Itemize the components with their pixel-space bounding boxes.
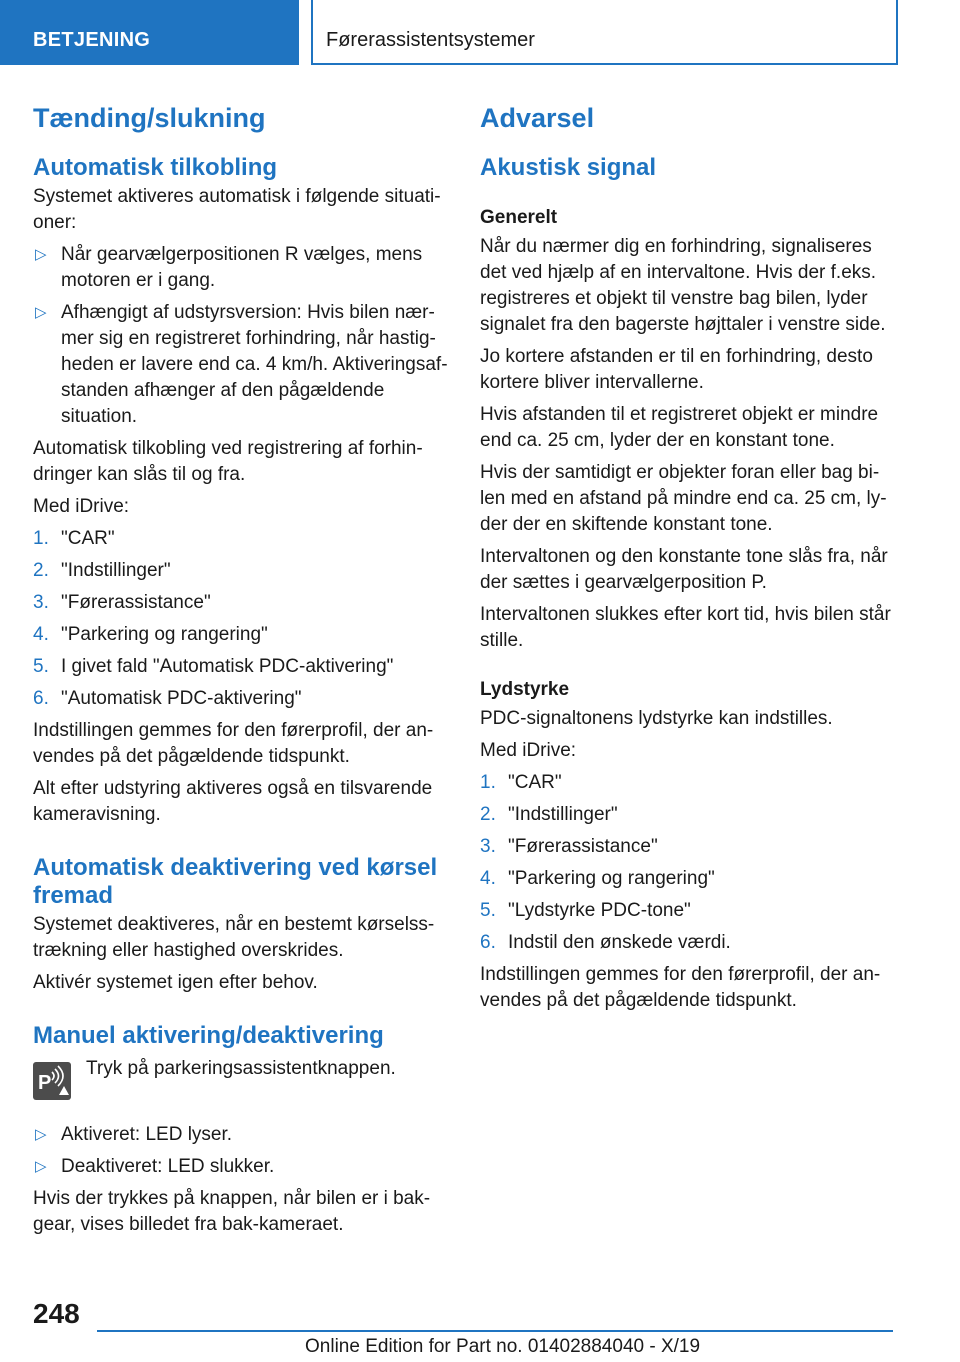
step-text: "Indstillinger"	[61, 560, 171, 581]
step-item	[33, 622, 448, 648]
paragraph: Intervaltonen slukkes efter kort tid, hvis bilen står stille.	[480, 604, 891, 651]
svg-text:P: P	[38, 1072, 52, 1094]
paragraph: Jo kortere afstanden er til en forhindring, desto kortere bliver intervallerne.	[480, 346, 873, 393]
paragraph: Intervaltonen og den konstante tone slås fra, når der sættes i gearvælgerposition P.	[480, 546, 888, 593]
footer-divider	[97, 1330, 893, 1332]
list-item	[33, 1122, 448, 1148]
park-distance-control-icon	[33, 1062, 71, 1100]
step-number: 3.	[480, 836, 496, 857]
section-title-right: Advarsel	[480, 103, 595, 133]
list-item	[33, 1154, 448, 1180]
triangle-bullet-icon: ▷	[35, 246, 47, 263]
step-item	[33, 590, 448, 616]
step-number: 2.	[480, 804, 496, 825]
list-item-text: Når gearvælgerpositionen R vælges, mens motoren er i gang.	[61, 244, 423, 291]
paragraph: Alt efter udstyring aktiveres også en tilsvarende kameravisning.	[33, 778, 433, 825]
list-item-text: Afhængigt af udstyrsversion: Hvis bilen nær-mer sig en registreret forhindring, når hastig-heden er lavere end ca. 4 km/h. Aktiveringsaf-standen afhænger af den pågældende situation.	[61, 302, 448, 427]
heading-auto-off: Automatisk deaktivering ved kørsel fremad	[33, 854, 438, 909]
header-section-label: BETJENING	[33, 29, 151, 51]
triangle-bullet-icon: ▷	[35, 304, 47, 321]
step-number: 5.	[33, 656, 49, 677]
heading-auto-on: Automatisk tilkobling	[33, 154, 278, 181]
paragraph: Indstillingen gemmes for den førerprofil, der an-vendes på det pågældende tidspunkt.	[33, 720, 434, 767]
step-item	[480, 930, 898, 956]
step-text: "Parkering og rangering"	[61, 624, 268, 645]
header-chapter-label: Førerassistentsystemer	[326, 29, 535, 51]
list-item	[33, 300, 448, 430]
step-text: "Førerassistance"	[508, 836, 658, 857]
step-list	[480, 770, 898, 956]
button-instruction	[33, 1056, 448, 1112]
step-item	[480, 866, 898, 892]
step-number: 4.	[480, 868, 496, 889]
step-number: 6.	[33, 688, 49, 709]
step-text: Indstil den ønskede værdi.	[508, 932, 731, 953]
step-item	[480, 770, 898, 796]
page-number: 248	[33, 1298, 80, 1329]
paragraph: Indstillingen gemmes for den førerprofil, der an-vendes på det pågældende tidspunkt.	[480, 964, 881, 1011]
paragraph: Aktivér systemet igen efter behov.	[33, 972, 318, 993]
triangle-bullet-icon: ▷	[35, 1126, 47, 1143]
step-item	[33, 526, 448, 552]
heading-volume: Lydstyrke	[480, 679, 570, 700]
paragraph: Hvis der samtidigt er objekter foran eller bag bi-len med en afstand på mindre end ca. 25 cm, ly-der der en skiftende konstant tone.	[480, 462, 887, 535]
paragraph: PDC-signaltonens lydstyrke kan indstilles.	[480, 708, 833, 729]
step-number: 2.	[33, 560, 49, 581]
heading-manual: Manuel aktivering/deaktivering	[33, 1022, 384, 1049]
list-item-text: Aktiveret: LED lyser.	[61, 1124, 233, 1145]
paragraph: Med iDrive:	[33, 496, 130, 517]
paragraph: Automatisk tilkobling ved registrering af forhin-dringer kan slås til og fra.	[33, 438, 423, 485]
paragraph: Systemet aktiveres automatisk i følgende situati-oner:	[33, 186, 441, 233]
step-item	[480, 834, 898, 860]
step-text: "Førerassistance"	[61, 592, 211, 613]
paragraph: Med iDrive:	[480, 740, 577, 761]
step-text: "Parkering og rangering"	[508, 868, 715, 889]
footer-edition: Online Edition for Part no. 01402884040 - X/19	[305, 1336, 701, 1357]
list-item-text: Deaktiveret: LED slukker.	[61, 1156, 275, 1177]
header-section-tab	[0, 0, 299, 65]
heading-general: Generelt	[480, 207, 558, 228]
bullet-list	[33, 1122, 448, 1180]
header-chapter-box	[311, 0, 898, 65]
step-number: 1.	[480, 772, 496, 793]
bullet-list	[33, 242, 448, 430]
paragraph: Hvis der trykkes på knappen, når bilen er i bak-gear, vises billedet fra bak-kameraet.	[33, 1188, 431, 1235]
step-item	[480, 802, 898, 828]
step-text: "Lydstyrke PDC-tone"	[508, 900, 691, 921]
step-text: "CAR"	[508, 772, 562, 793]
button-instruction-text: Tryk på parkeringsassistentknappen.	[86, 1058, 396, 1079]
paragraph: Hvis afstanden til et registreret objekt er mindre end ca. 25 cm, lyder der en konstant tone.	[480, 404, 879, 451]
step-text: I givet fald "Automatisk PDC-aktivering"	[61, 656, 394, 677]
step-text: "Indstillinger"	[508, 804, 618, 825]
step-item	[33, 558, 448, 584]
step-number: 5.	[480, 900, 496, 921]
right-column	[480, 100, 898, 1020]
step-number: 4.	[33, 624, 49, 645]
step-number: 6.	[480, 932, 496, 953]
paragraph: Systemet deaktiveres, når en bestemt kørselss-trækning eller hastighed overskrides.	[33, 914, 435, 961]
step-item	[33, 686, 448, 712]
heading-acoustic-signal: Akustisk signal	[480, 154, 657, 181]
section-title-left: Tænding/slukning	[33, 103, 266, 133]
list-item	[33, 242, 448, 294]
step-list	[33, 526, 448, 712]
left-column	[33, 100, 448, 1244]
triangle-bullet-icon: ▷	[35, 1158, 47, 1175]
step-text: "Automatisk PDC-aktivering"	[61, 688, 302, 709]
step-text: "CAR"	[61, 528, 115, 549]
paragraph: Når du nærmer dig en forhindring, signaliseres det ved hjælp af en intervaltone. Hvis der f.eks. registreres et objekt til venstre bag bilen, lyder signalet fra den bagerste højttaler i venstre side.	[480, 236, 886, 335]
step-number: 1.	[33, 528, 49, 549]
step-item	[480, 898, 898, 924]
step-number: 3.	[33, 592, 49, 613]
step-item	[33, 654, 448, 680]
